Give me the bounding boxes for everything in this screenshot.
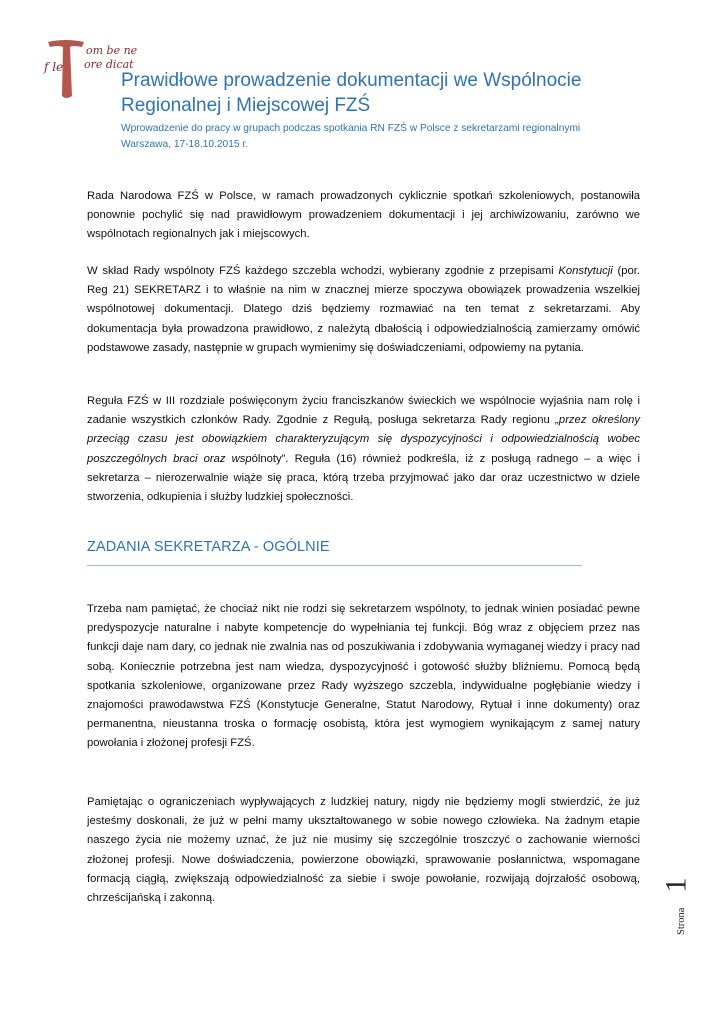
paragraph-1: Rada Narodowa FZŚ w Polsce, w ramach prowadzonych cyklicznie spotkań szkoleniowych, postanowiła ponownie pochylić się nad prawidłowym prowadzeniem dokumentacji i jej archiwizowaniu, zarówno we wspólnotach regionalnych jak i miejscowych. <box>87 190 640 241</box>
subtitle-line-1: Wprowadzenie do pracy w grupach podczas spotkania RN FZŚ w Polsce z sekretarzami regionalnymi <box>121 123 581 134</box>
page-label: Strona <box>676 907 687 935</box>
paragraph-2-konstytucji: Konstytucji <box>558 265 613 277</box>
section-divider <box>87 565 582 566</box>
paragraph-2-text-a: W skład Rady wspólnoty FZŚ każdego szczebla wchodzi, wybierany zgodnie z przepisami <box>87 265 559 277</box>
document-subtitle <box>121 121 681 153</box>
paragraph-3 <box>87 392 640 507</box>
logo-text-left: f le <box>44 60 64 74</box>
paragraph-5: Pamiętając o ograniczeniach wypływających z ludzkiej natury, nigdy nie będziemy mogli stwierdzić, że już jesteśmy doskonali, że już w pełni mamy ukształtowanego w sobie nowego człowieka. Na żadnym etapie naszego życia nie możemy uznać, że już nie musimy się szczególnie troszczyć o zachowanie wierności złożonej profesji. Nowe doświadczenia, powierzone obowiązki, sprawowanie posłannictwa, wspomagane formacją ciągłą, zwiększają odpowiedzialność za siebie i swoje powołanie, rozwijają dojrzałość osobową, chrześcijańską i zakonną. <box>87 796 640 905</box>
document-title <box>121 68 681 118</box>
paragraph-4: Trzeba nam pamiętać, że chociaż nikt nie rodzi się sekretarzem wspólnoty, to jednak winien posiadać pewne predyspozycje naturalne i nabyte kompetencje do wypełniania tej funkcji. Bóg wraz z objęciem przez nas funkcji daje nam dary, co jednak nie zwalnia nas od poszukiwania i zdobywania wymaganej wiedzy i pracy nad sobą. Koniecznie potrzebna jest nam wiedza, dyspozycyjność i gotowość służby bliźniemu. Pomocą będą spotkania szkoleniowe, organizowane przez Rady wyższego szczebla, indywidualne pogłębianie wiedzy i znajomości prawodawstwa FZŚ (Konstytucje Generalne, Statut Narodowy, Rytuał i inne dokumenty) oraz permanentna, nieustanna troska o formację osobistą, która jest wymogiem wynikającym z samej natury powołania i złożonej profesji FZŚ. <box>87 603 640 750</box>
paragraph-3-quote-end: ólnoty” <box>251 452 286 465</box>
paragraph-3-quote: „przez określony przeciąg czasu jest obowiązkiem charakteryzującym się dyspozycyjności i odpowiedzialnością wobec poszczególnych braci oraz wsp <box>87 414 640 465</box>
title-line-2: Regionalnej i Miejscowej FZŚ <box>121 95 371 116</box>
paragraph-3-text-a: Reguła FZŚ w III rozdziale poświęconym życiu franciszkanów świeckich we wspólnocie wyjaśnia nam rolę i zadanie wszystkich członków Rady. Zgodnie z Regułą, posługa sekretarza Rady regionu <box>87 395 640 427</box>
page-number: 1 <box>659 877 693 893</box>
title-line-1: Prawidłowe prowadzenie dokumentacji we Wspólnocie <box>121 70 582 91</box>
paragraph-2 <box>87 262 640 358</box>
logo-text-right: ore dicat <box>84 58 134 71</box>
paragraph-2-text-b: (por. Reg 21) SEKRETARZ i to właśnie na nim w znacznej mierze spoczywa obowiązek prowadzenia wszelkiej wspólnotowej dokumentacji. Dlatego dziś będziemy rozmawiać na ten temat z sekretarzami. Aby dokumentacja była prowadzona prawidłowo, z należytą dbałością i odpowiedzialnością zamierzamy omówić podstawowe zasady, następnie w grupach wymienimy się doświadczeniami, odpowiemy na pytania. <box>87 265 640 354</box>
subtitle-line-2: Warszawa, 17-18.10.2015 r. <box>121 139 249 150</box>
logo-text-top: om be ne <box>86 44 138 57</box>
section-heading: ZADANIA SEKRETARZA - OGÓLNIE <box>87 539 330 555</box>
paragraph-3-text-b: . Reguła (16) również podkreśla, iż z posługą radnego – a więc i sekretarza – nierozerwalnie wiąże się praca, którą trzeba przyjmować jako dar oraz uczestnictwo w dziele stworzenia, odkupienia i służby ludzkiej społeczności. <box>87 452 640 504</box>
